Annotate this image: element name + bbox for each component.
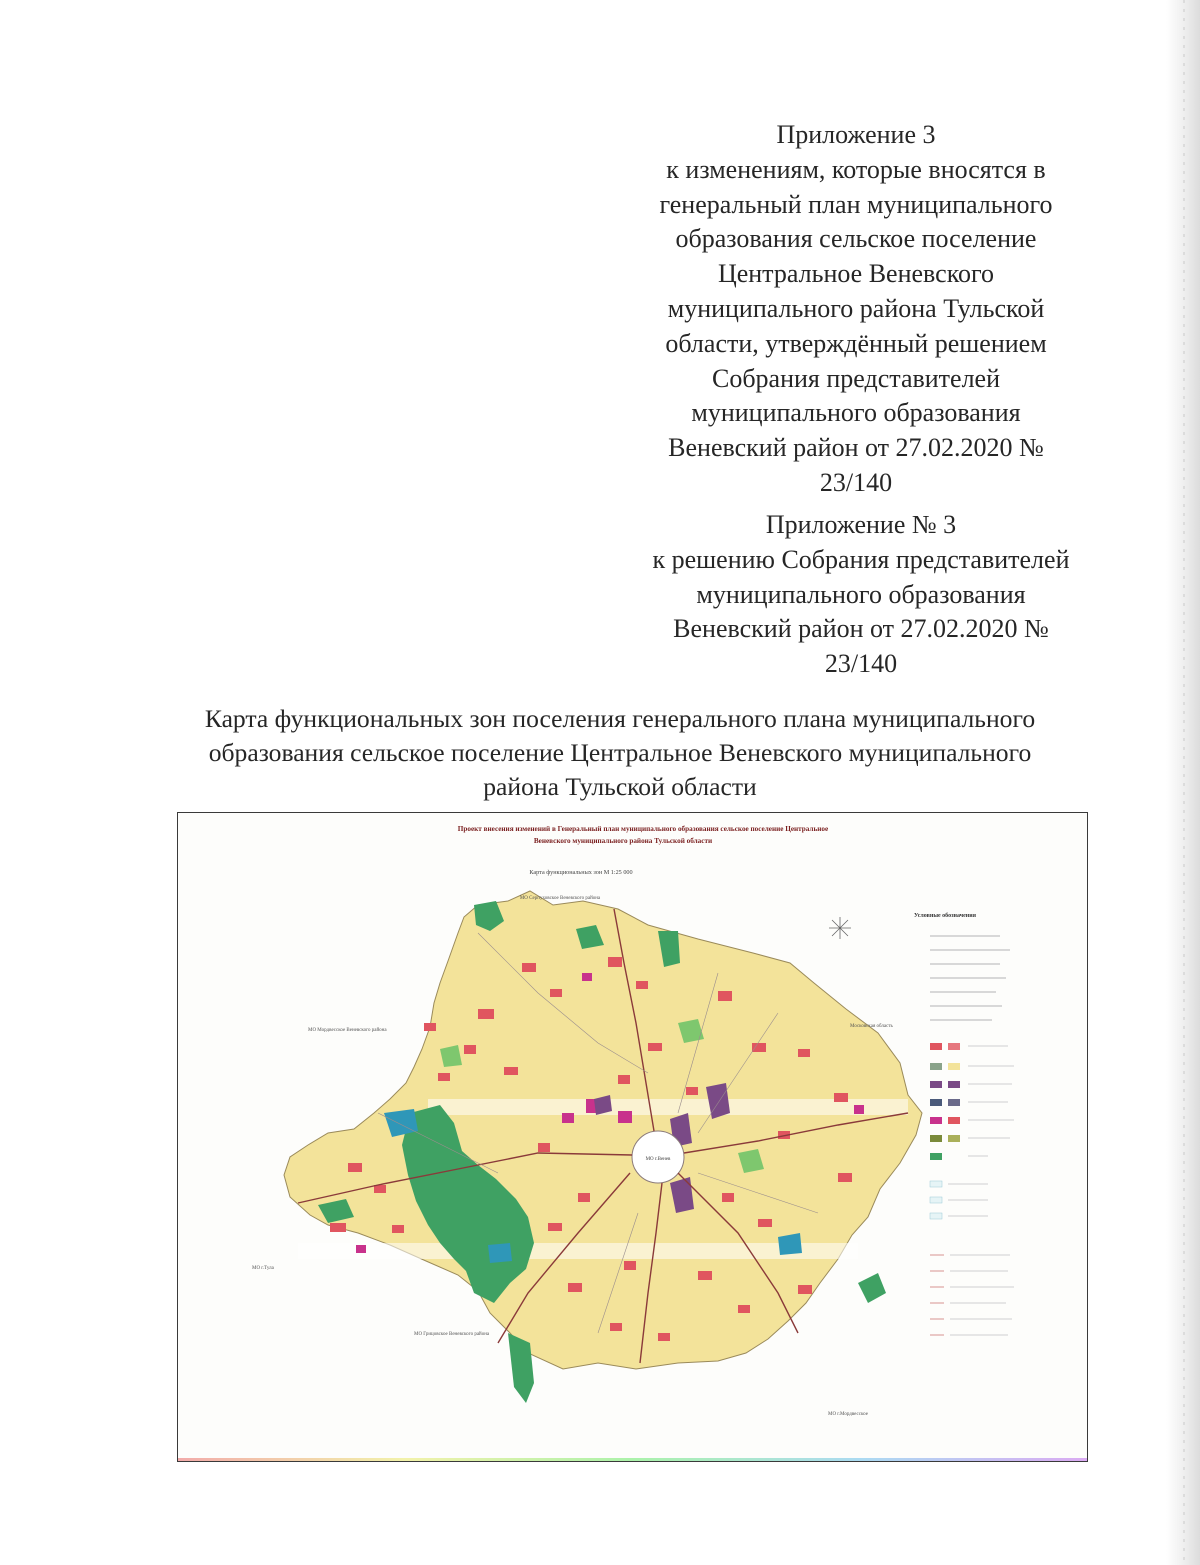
scan-edge-marks (1183, 0, 1185, 1565)
appendix-line: муниципального района Тульской (667, 293, 1045, 323)
appendix-line: Приложение 3 (776, 120, 936, 149)
appendix-line: Собрания представителей (711, 363, 1001, 393)
document-title (120, 702, 1120, 804)
title-line: района Тульской области (483, 772, 757, 801)
forest-zone (858, 1273, 886, 1303)
appendix-line: Веневский район от 27.02.2020 № (673, 614, 1049, 644)
appendix-line: к изменениям, которые вносятся в (666, 154, 1046, 184)
appendix-line: муниципального образования (691, 398, 1021, 428)
appendix-line: к решению Собрания представителей (652, 544, 1070, 574)
appendix-line: Веневский район от 27.02.2020 № (668, 433, 1044, 463)
map-label-north: МО Серпуховское Веневского района (519, 896, 601, 901)
legend-title: Условные обозначения (914, 913, 976, 919)
title-line: образования сельское поселение Центральное Веневского муниципального (208, 738, 1032, 767)
map-drawing (178, 813, 1087, 1461)
north-arrow-icon (829, 917, 851, 939)
water-body (488, 1243, 512, 1263)
appendix-line: области, утверждённый решением (665, 328, 1047, 358)
appendix-line: муниципального образования (696, 579, 1026, 609)
appendix-line: Центральное Веневского (717, 259, 995, 289)
appendix-note-changes (606, 118, 1106, 501)
map-label-tula: МО г.Тула (252, 1266, 274, 1271)
map-label-south-east: МО г.Мордвесское (828, 1412, 868, 1417)
functional-zones-map (177, 812, 1088, 1462)
buffer-band (298, 1243, 858, 1259)
title-line: Карта функциональных зон поселения генерального плана муниципального (204, 704, 1036, 733)
appendix-line: Приложение № 3 (765, 510, 957, 539)
map-label-center: МО г.Венев (645, 1157, 671, 1162)
appendix-line: 23/140 (824, 649, 898, 679)
map-legend (914, 912, 1014, 1336)
map-label-south-west: МО Грицовское Веневского района (414, 1332, 490, 1337)
map-label-west: МО Мордвесское Веневского района (308, 1028, 387, 1033)
appendix-note-decision (611, 508, 1111, 682)
appendix-line: образования сельское поселение (675, 224, 1037, 254)
map-label-east: Московская область (850, 1024, 893, 1029)
map-subtitle: Карта функциональных зон М 1:25 000 (529, 869, 633, 876)
appendix-line: генеральный план муниципального (659, 189, 1053, 219)
map-header-line: Веневского муниципального района Тульской области (533, 837, 713, 845)
territory-outline (284, 891, 922, 1369)
appendix-line: 23/140 (819, 467, 893, 497)
map-header-line: Проект внесения изменений в Генеральный план муниципального образования сельское поселение Центральное (457, 825, 829, 833)
